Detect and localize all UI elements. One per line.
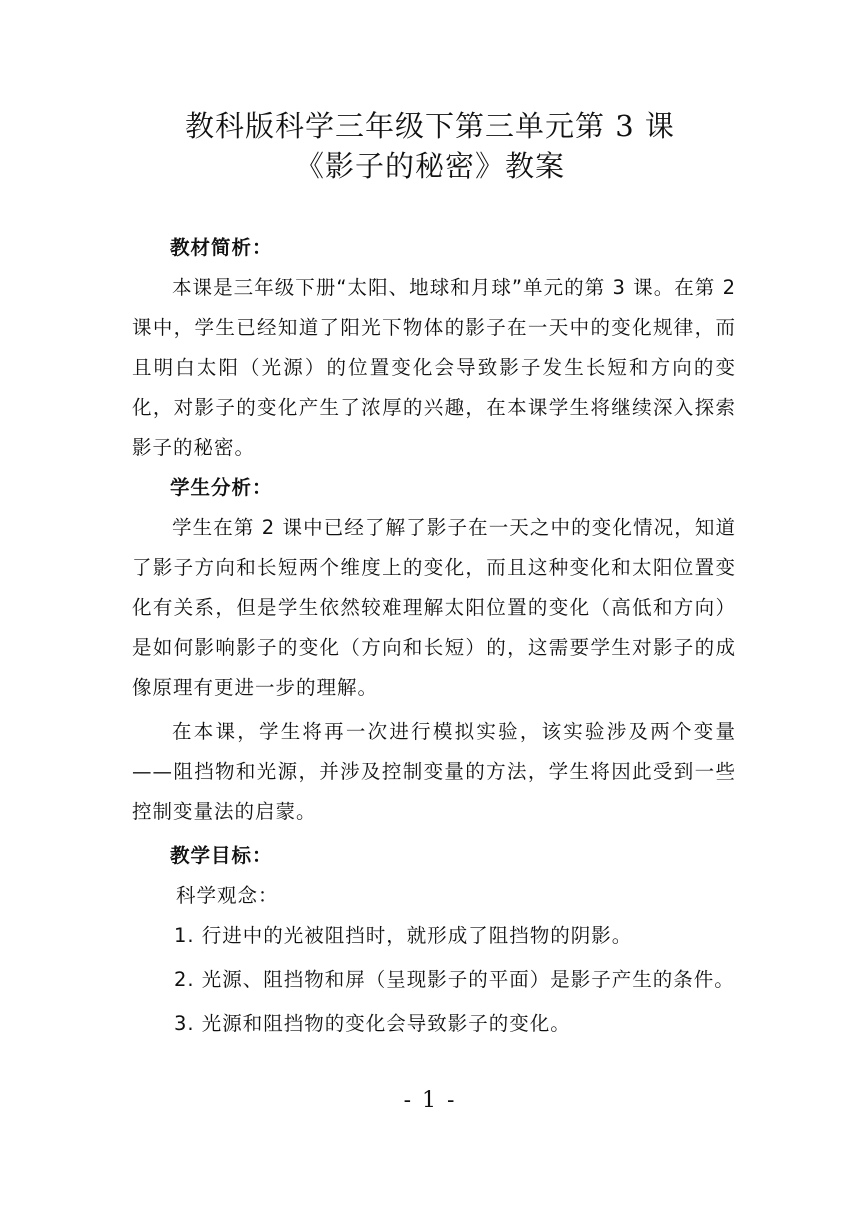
goal-item-3: 3. 光源和阻挡物的变化会导致影子的变化。 bbox=[174, 1012, 571, 1035]
paragraph-textbook-analysis: 本课是三年级下册“太阳、地球和月球”单元的第 3 课。在第 2 课中，学生已经知道了阳光下物体的影子在一天中的变化规律，而且明白太阳（光源）的位置变化会导致影子发生长短和方向的变化，对影子的变化产生了浓厚的兴趣，在本课学生将继续深入探索影子的秘密。 bbox=[132, 276, 736, 459]
paragraph-student-analysis-2: 在本课，学生将再一次进行模拟实验，该实验涉及两个变量——阻挡物和光源，并涉及控制变量的方法，学生将因此受到一些控制变量法的启蒙。 bbox=[132, 720, 736, 823]
document-title-line1: 教科版科学三年级下第三单元第 3 课 bbox=[185, 109, 675, 143]
goal-item-2: 2. 光源、阻挡物和屏（呈现影子的平面）是影子产生的条件。 bbox=[174, 968, 735, 991]
document-body bbox=[132, 228, 736, 1044]
section-heading-textbook-analysis: 教材简析： bbox=[170, 236, 273, 259]
subheading-science-concepts: 科学观念： bbox=[176, 884, 279, 907]
paragraph-student-analysis-1: 学生在第 2 课中已经了解了影子在一天之中的变化情况，知道了影子方向和长短两个维度上的变化，而且这种变化和太阳位置变化有关系，但是学生依然较难理解太阳位置的变化（高低和方向）是如何影响影子的变化（方向和长短）的，这需要学生对影子的成像原理有更进一步的理解。 bbox=[132, 516, 736, 699]
section-heading-teaching-goals: 教学目标： bbox=[170, 844, 273, 867]
document-title-line2: 《影子的秘密》教案 bbox=[294, 149, 565, 183]
goal-item-1: 1. 行进中的光被阻挡时，就形成了阻挡物的阴影。 bbox=[174, 924, 633, 947]
page-number: - 1 - bbox=[403, 1088, 457, 1113]
section-heading-student-analysis: 学生分析： bbox=[170, 476, 273, 499]
